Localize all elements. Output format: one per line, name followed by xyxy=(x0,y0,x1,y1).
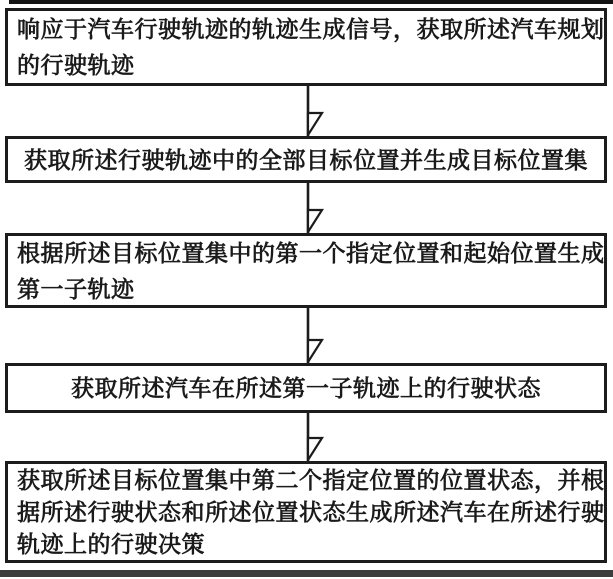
flow-step-4-text-line: 获取所述汽车在所述第一子轨迹上的行驶状态 xyxy=(71,375,541,401)
arrow-down-icon xyxy=(308,340,322,362)
flow-step-3 xyxy=(5,233,607,308)
flow-step-4 xyxy=(5,363,607,413)
flow-step-1 xyxy=(5,8,607,86)
flow-step-5-text-line: 据所述行驶状态和所述位置状态生成所述汽车在所述行驶 xyxy=(17,499,605,525)
flow-step-2-text-line: 获取所述行驶轨迹中的全部目标位置并生成目标位置集 xyxy=(24,146,588,173)
connector-arrow-3 xyxy=(301,308,331,363)
flow-step-1-text-line: 的行驶轨迹 xyxy=(17,52,135,78)
flow-step-5 xyxy=(5,461,607,563)
top-border-bar xyxy=(9,0,613,4)
flow-step-5-text-line: 获取所述目标位置集中第二个指定位置的位置状态，并根 xyxy=(17,467,605,493)
connector-arrow-1 xyxy=(301,86,331,136)
arrow-down-icon xyxy=(308,113,322,135)
connector-arrow-2 xyxy=(301,183,331,233)
flow-step-5-text-line: 轨迹上的行驶决策 xyxy=(17,531,205,557)
connector-arrow-4 xyxy=(301,413,331,461)
flow-step-3-text-line: 根据所述目标位置集中的第一个指定位置和起始位置生成 xyxy=(17,239,605,266)
arrow-down-icon xyxy=(308,438,322,460)
arrow-down-icon xyxy=(308,210,322,232)
flow-step-2 xyxy=(5,136,607,183)
flow-step-3-text-line: 第一子轨迹 xyxy=(17,275,135,302)
flow-step-1-text-line: 响应于汽车行驶轨迹的轨迹生成信号，获取所述汽车规划 xyxy=(17,16,605,42)
bottom-border-bar xyxy=(0,570,613,577)
